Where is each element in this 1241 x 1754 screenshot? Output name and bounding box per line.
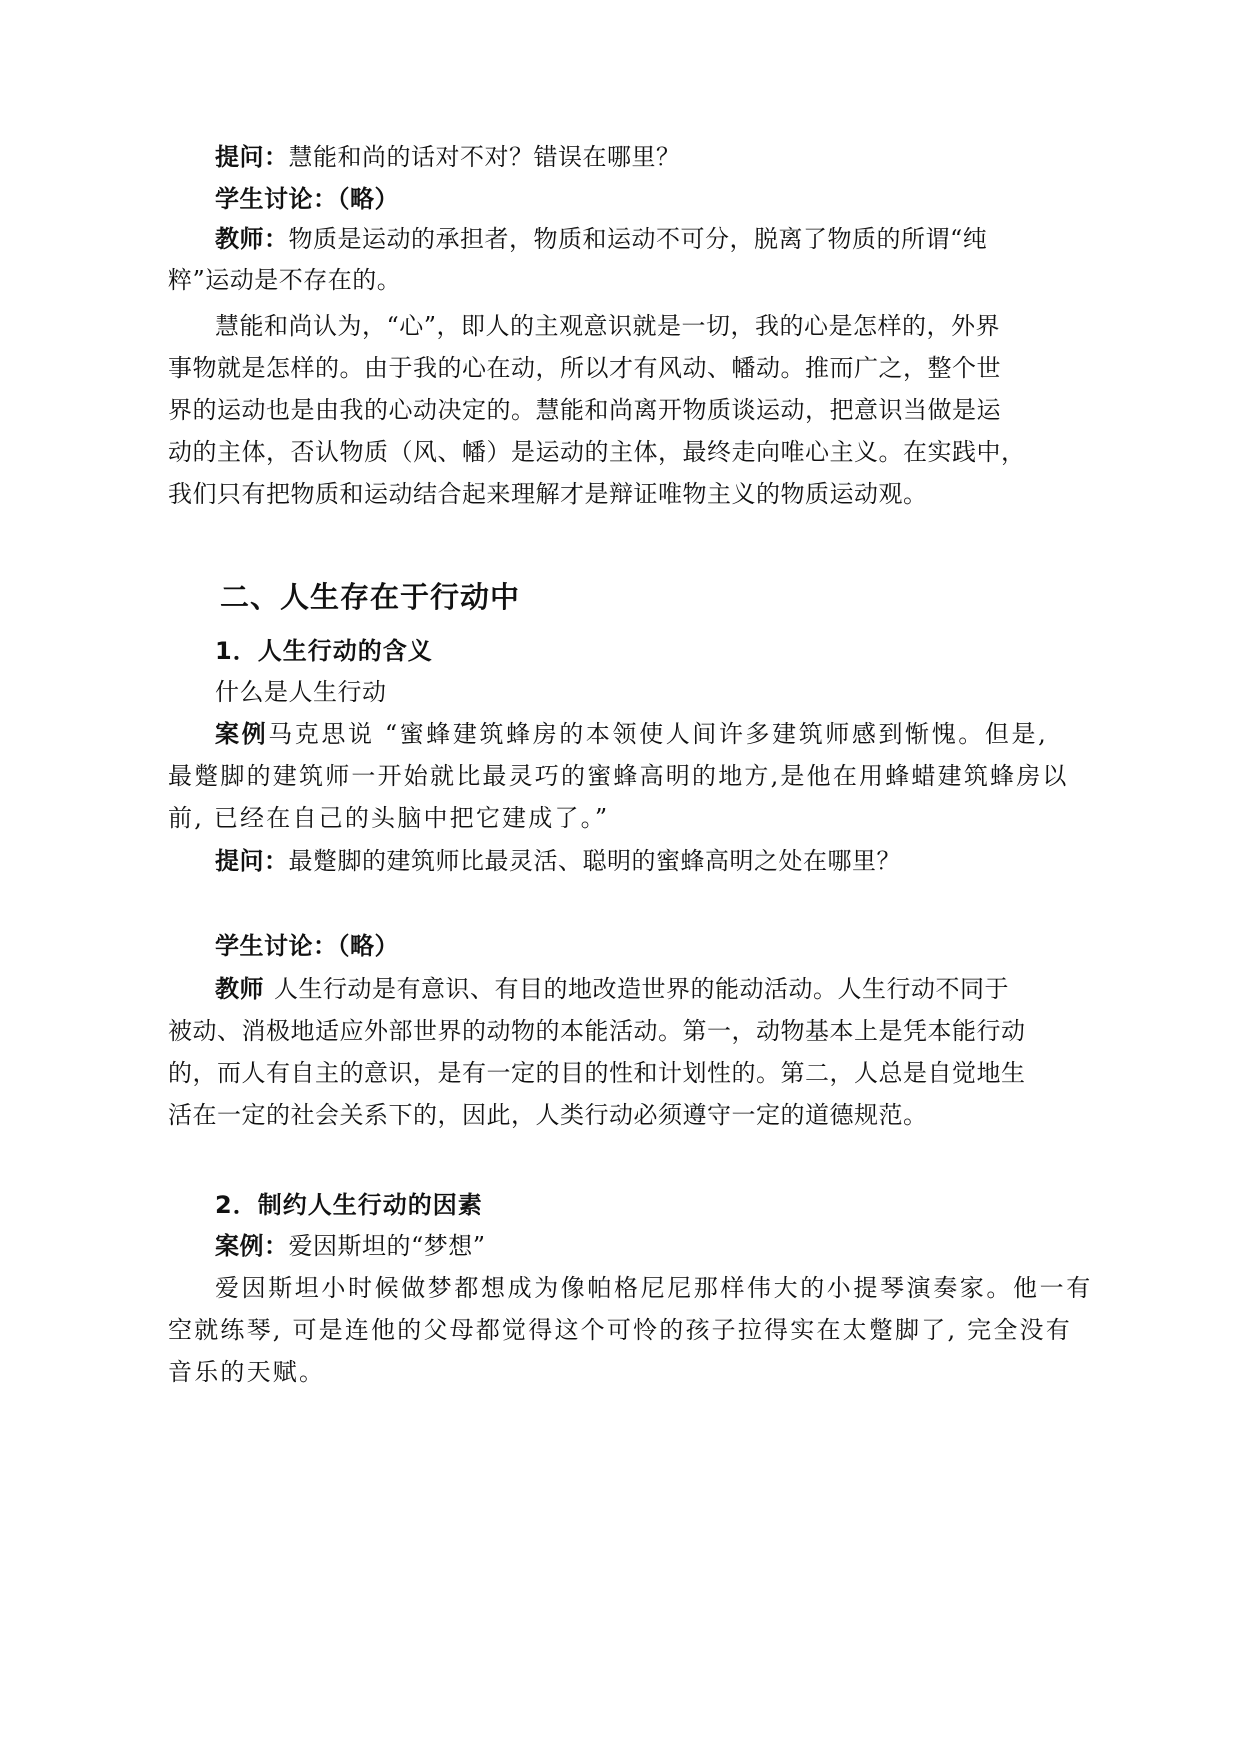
subsection-heading-2: 2．制约人生行动的因素 [215,1191,483,1219]
paragraph-line: 事物就是怎样的。由于我的心在动，所以才有风动、幡动。推而广之，整个世 [168,354,1001,382]
paragraph-line: 的，而人有自主的意识，是有一定的目的性和计划性的。第二，人总是自觉地生 [168,1059,1026,1087]
paragraph-line: 动的主体，否认物质（风、幡）是运动的主体，最终走向唯心主义。在实践中， [168,438,1026,466]
paragraph-line: 活在一定的社会关系下的，因此，人类行动必须遵守一定的道德规范。 [168,1101,928,1129]
case-label: 案例 [215,720,269,748]
section-heading: 二、人生存在于行动中 [220,580,521,614]
teacher-text: 物质是运动的承担者，物质和运动不可分，脱离了物质的所谓“纯 [288,225,988,253]
paragraph-line: 我们只有把物质和运动结合起来理解才是辩证唯物主义的物质运动观。 [168,480,928,508]
case-line-1 [215,719,1048,749]
question-label: 提问： [215,143,289,171]
question-text: 最蹩脚的建筑师比最灵活、聪明的蜜蜂高明之处在哪里？ [288,847,901,875]
case-line-3: 前, 已经在自己的头脑中把它建成了。” [168,804,610,832]
paragraph-line: 被动、消极地适应外部世界的动物的本能活动。第一，动物基本上是凭本能行动 [168,1017,1026,1045]
case-label: 案例： [215,1232,289,1260]
student-discussion-1: 学生讨论：（略） [215,185,399,213]
case-story-line: 爱因斯坦小时候做梦都想成为像帕格尼尼那样伟大的小提琴演奏家。他一有 [215,1274,1093,1302]
question-line-1 [215,142,681,172]
question-label: 提问： [215,847,289,875]
case-text: 马克思说 “蜜蜂建筑蜂房的本领使人间许多建筑师感到惭愧。但是, [268,720,1049,748]
teacher-label: 教师 [215,975,264,1003]
student-discussion-2: 学生讨论：（略） [215,932,399,960]
paragraph-line: 界的运动也是由我的心动决定的。慧能和尚离开物质谈运动，把意识当做是运 [168,396,1001,424]
question-text: 慧能和尚的话对不对？错误在哪里？ [288,143,681,171]
teacher-text: 人生行动是有意识、有目的地改造世界的能动活动。人生行动不同于 [274,975,1009,1003]
case-title: 爱因斯坦的“梦想” [288,1232,486,1260]
paragraph-line: 慧能和尚认为，“心”，即人的主观意识就是一切，我的心是怎样的，外界 [215,312,1001,340]
teacher-line-1 [215,224,987,254]
case-story-line: 空就练琴, 可是连他的父母都觉得这个可怜的孩子拉得实在太蹩脚了, 完全没有 [168,1316,1072,1344]
case-line-2: 最蹩脚的建筑师一开始就比最灵巧的蜜蜂高明的地方,是他在用蜂蜡建筑蜂房以 [168,762,1069,790]
teacher-line-3 [215,974,1009,1004]
subsection-intro: 什么是人生行动 [215,678,387,706]
question-line-2 [215,846,901,876]
teacher-label: 教师： [215,225,289,253]
case-title-line [215,1231,486,1261]
teacher-line-2: 粹”运动是不存在的。 [168,266,402,294]
subsection-heading-1: 1．人生行动的含义 [215,637,433,665]
case-story-line: 音乐的天赋。 [168,1358,326,1386]
